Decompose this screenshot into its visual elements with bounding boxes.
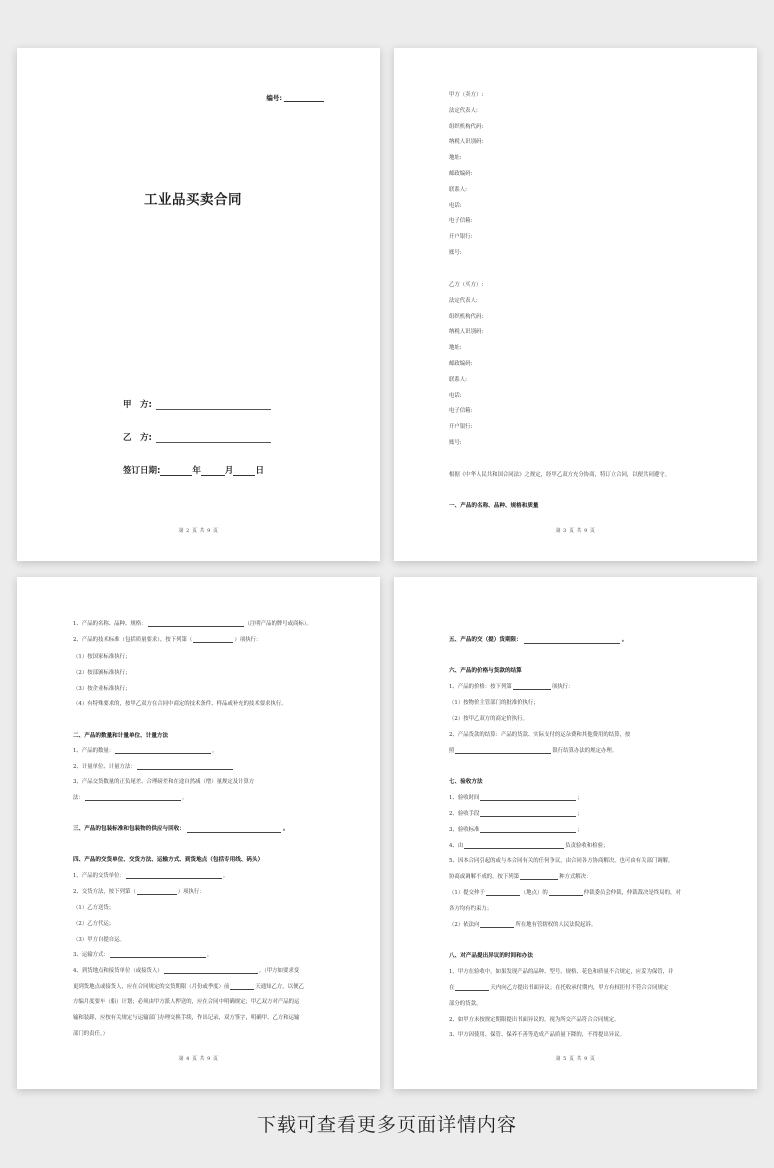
info-field-label: 开户银行:: [449, 234, 473, 241]
info-field-label: 账号:: [449, 440, 462, 446]
info-field-label: 电话:: [449, 392, 462, 399]
info-field-label: 联系人:: [449, 376, 467, 383]
text-line: 1、产品的价格：按下列第 项执行：: [449, 684, 574, 690]
download-more-caption: 下载可查看更多页面详情内容: [256, 1114, 517, 1136]
page-number: 第 4 页 共 9 页: [178, 1056, 219, 1062]
section-heading-5: 五、产品的交（提）货期限： 。: [449, 637, 628, 643]
info-field-label: 组织机构代码:: [449, 123, 484, 130]
text-line: 1、验收时间 ；: [449, 795, 583, 801]
contract-number-label: 编号:: [266, 94, 282, 102]
page-number: 第 3 页 共 9 页: [555, 528, 596, 534]
info-field-label: 地址:: [449, 345, 462, 352]
info-field-label: 地址:: [449, 155, 462, 162]
month-blank: [201, 468, 225, 476]
text-line: （3）甲方自提自运。: [73, 937, 125, 943]
text-line: （4）有特殊要求的，按甲乙双方在合同中商定的技术条件、样品或补充的技术要求执行。: [73, 701, 287, 707]
text-line: 4、由 负责验收和检验；: [449, 843, 609, 849]
text-line: 5、因本合同引起的或与本合同有关的任何争议，由合同各方协商解决，也可由有关部门调解。: [449, 858, 674, 864]
text-line: 2、交货方法，按下列第（ ）项执行：: [73, 889, 205, 895]
party-b-blank: [156, 435, 271, 443]
text-line: 2、产品的技术标准（包括质量要求），按下列第（ ）项执行：: [73, 637, 262, 643]
text-line: （1）按国家标准执行；: [73, 654, 131, 660]
text-line: （1）乙方送货；: [73, 905, 115, 911]
section-heading-1: 一、产品的名称、品种、规格和质量: [449, 503, 539, 509]
text-line: 2、计量单位、计量方法：: [73, 765, 234, 770]
info-field-label: 法定代表人:: [449, 107, 478, 114]
text-line: （3）按企业标准执行；: [73, 686, 131, 692]
section-heading-7: 七、验收方法: [449, 779, 483, 785]
info-field-label: 纳税人识别码:: [449, 139, 484, 146]
text-line: 各方均有约束力；: [449, 906, 493, 912]
party-b-field: [123, 431, 271, 443]
info-field-label: 邮政编码:: [449, 361, 473, 367]
info-field-label: 纳税人识别码:: [449, 329, 484, 336]
text-line: 1、甲方在验收中，如果发现产品的品种、型号、规格、花色和质量不合规定，应妥为保管，并: [449, 969, 674, 975]
section-heading-2: 二、产品的数量和计量单位、计量方法: [73, 733, 169, 739]
info-field-label: 开户银行:: [449, 424, 473, 431]
text-line: 方编月度要车（船）计划；必须由甲方派人押送的，应在合同中明确规定；甲乙双方对产品的运: [73, 999, 300, 1005]
section-heading-3: 三、产品的包装标准和包装物的供应与回收： 。: [73, 826, 289, 832]
info-field-label: 组织机构代码:: [449, 313, 484, 320]
text-line: （1）按物价主管部门的批准价执行；: [449, 700, 539, 706]
month-label: 月: [224, 466, 234, 476]
text-line: 部分的货款。: [449, 1001, 482, 1007]
preamble: 根据《中华人民共和国合同法》之规定，经甲乙双方充分协商，特订立合同，以便共同遵守。: [449, 472, 671, 478]
info-field-label: 邮政编码:: [449, 171, 473, 177]
section-heading-8: 八、对产品提出异议的时间和办法: [449, 953, 533, 959]
text-line: 4、到货地点和接货单位（或接货人） 。（甲方如要求变: [73, 968, 300, 974]
text-line: 2、验收手段 ；: [449, 811, 583, 817]
section-heading-4: 四、产品的交货单位、交货方法、运输方式、到货地点（包括专用线、码头）: [73, 857, 264, 863]
text-line: （2）依法向 所在地有管辖权的人民法院起诉。: [449, 922, 597, 928]
text-line: 法： 。: [73, 795, 188, 801]
contract-number-blank: [284, 96, 324, 102]
info-field-label: 电子信箱:: [449, 218, 473, 225]
text-line: 3、甲方因使用、保管、保养不善等造成产品质量下降的，不得提出异议。: [449, 1032, 625, 1038]
info-field-label: 乙方（买方）:: [449, 282, 484, 288]
info-field-label: 电子信箱:: [449, 408, 473, 415]
text-line: （2）乙方代运；: [73, 921, 115, 927]
text-line: 协商或调解不成的，按下列第 种方式解决：: [449, 874, 592, 880]
page-number: 第 2 页 共 9 页: [178, 528, 219, 534]
text-line: 1、产品的名称、品种、规格： （注明产品的牌号或商标）。: [73, 621, 312, 627]
text-line: （2）按部颁标准执行；: [73, 670, 131, 676]
info-field-label: 甲方（卖方）:: [449, 92, 484, 98]
text-line: 3、产品交货数量的正负尾差、合理磅差和在途自然减（增）量规定及计算方: [73, 779, 255, 785]
party-b-label: 乙 方:: [123, 433, 152, 443]
page-number: 第 5 页 共 9 页: [555, 1056, 596, 1062]
contract-number-field: [266, 93, 324, 102]
text-line: （2）按甲乙双方的商定价执行。: [449, 716, 528, 722]
text-line: 3、验收标准 ；: [449, 827, 583, 833]
text-line: （1）提交仲于 （地点）的 仲裁委员会仲裁，仲裁裁决是终局的，对: [449, 890, 681, 896]
year-blank: [160, 468, 192, 476]
text-line: 更到货地点或接货人，应在合同规定的交货期限（月份或季度）前 天通知乙方，以便乙: [73, 984, 304, 990]
text-line: 照 银行结算办法的规定办理。: [449, 748, 618, 754]
text-line: 1、产品的交货单位： 。: [73, 873, 229, 879]
text-line: 部门的责任。）: [73, 1031, 109, 1037]
text-line: 2、产品货款的结算：产品的货款、实际支付的运杂费和其他费用的结算，按: [449, 732, 631, 738]
text-line: 1、产品的数量： 。: [73, 748, 218, 754]
party-a-field: [123, 398, 271, 410]
party-a-blank: [156, 402, 271, 410]
day-blank: [233, 468, 255, 476]
text-line: 输和装卸，应按有关规定与运输部门办理交换手续，作出记录，双方签字，明确甲、乙方和运输: [73, 1015, 300, 1021]
parties-page: [394, 48, 757, 561]
text-line: 3、运输方式： 。: [73, 952, 213, 958]
terms-page-1: [17, 577, 380, 1089]
party-a-label: 甲 方:: [123, 400, 152, 410]
text-line: 在 天内向乙方提出书面异议；在托收承付期内，甲方有权拒付不符合合同规定: [449, 985, 669, 991]
year-label: 年: [192, 466, 201, 476]
info-field-label: 账号:: [449, 250, 462, 256]
sign-date-label: 签订日期:: [123, 466, 161, 476]
page-title: 工业品买卖合同: [144, 192, 242, 208]
info-field-label: 法定代表人:: [449, 297, 478, 304]
terms-page-2: [394, 577, 757, 1089]
info-field-label: 联系人:: [449, 186, 467, 193]
section-heading-6: 六、产品的价格与货款的结算: [449, 668, 522, 674]
text-line: 2、如甲方未按规定期限提出书面异议的，视为所交产品符合合同规定。: [449, 1017, 620, 1023]
day-label: 日: [255, 466, 264, 476]
sign-date-field: [123, 464, 264, 476]
info-field-label: 电话:: [449, 202, 462, 209]
cover-page: [17, 48, 380, 561]
